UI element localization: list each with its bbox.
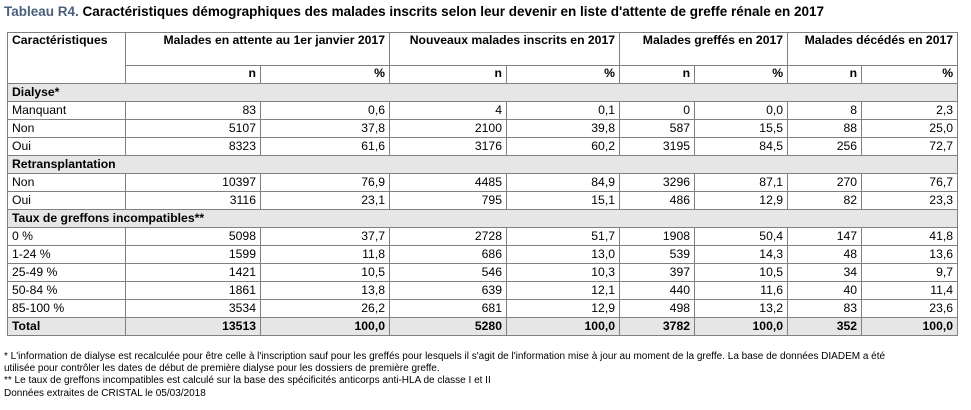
row-label: 25-49 % [8,264,126,282]
count-cell: 83 [788,300,862,318]
header-n: n [390,66,507,84]
percent-cell: 12,1 [507,282,620,300]
percent-cell: 39,8 [507,120,620,138]
percent-cell: 2,3 [862,102,958,120]
percent-cell: 37,8 [261,120,390,138]
count-cell: 34 [788,264,862,282]
percent-cell: 14,3 [695,246,788,264]
section-row [8,156,958,174]
section-row [8,84,958,102]
percent-cell: 25,0 [862,120,958,138]
percent-cell: 0,6 [261,102,390,120]
table-row [8,192,958,210]
percent-cell: 84,5 [695,138,788,156]
footnote-line: Données extraites de CRISTAL le 05/03/2018 [4,387,206,399]
table-row [8,246,958,264]
table-row [8,282,958,300]
count-cell: 4485 [390,174,507,192]
row-label: 85-100 % [8,300,126,318]
percent-cell: 10,5 [261,264,390,282]
count-cell: 0 [620,102,695,120]
header-n: n [620,66,695,84]
count-cell: 48 [788,246,862,264]
count-cell: 1599 [126,246,261,264]
percent-cell: 9,7 [862,264,958,282]
percent-cell: 10,5 [695,264,788,282]
count-cell: 8 [788,102,862,120]
footnote-line: ** Le taux de greffons incompatibles est calculé sur la base des spécificités anticorps anti-HLA de classe I et II [4,375,491,387]
header-deceased: Malades décédés en 2017 [788,33,958,66]
percent-cell: 15,1 [507,192,620,210]
total-percent-cell: 100,0 [507,318,620,336]
count-cell: 1908 [620,228,695,246]
count-cell: 82 [788,192,862,210]
count-cell: 539 [620,246,695,264]
table-row [8,174,958,192]
table-row [8,264,958,282]
percent-cell: 87,1 [695,174,788,192]
row-label: Non [8,120,126,138]
row-label: 50-84 % [8,282,126,300]
footnote-line: utilisée pour contrôler les dates de début de première dialyse pour les dossiers de première greffe. [4,363,440,375]
table-row [8,228,958,246]
total-count-cell: 352 [788,318,862,336]
percent-cell: 13,0 [507,246,620,264]
total-percent-cell: 100,0 [261,318,390,336]
count-cell: 681 [390,300,507,318]
count-cell: 795 [390,192,507,210]
count-cell: 147 [788,228,862,246]
table-row [8,102,958,120]
percent-cell: 0,1 [507,102,620,120]
row-label: Manquant [8,102,126,120]
count-cell: 397 [620,264,695,282]
header-pct: % [261,66,390,84]
table-body [8,84,958,336]
row-label: Non [8,174,126,192]
table-row [8,120,958,138]
header-n: n [126,66,261,84]
total-count-cell: 13513 [126,318,261,336]
total-label: Total [8,318,126,336]
percent-cell: 72,7 [862,138,958,156]
header-grafted: Malades greffés en 2017 [620,33,788,66]
count-cell: 498 [620,300,695,318]
count-cell: 2100 [390,120,507,138]
count-cell: 88 [788,120,862,138]
total-percent-cell: 100,0 [695,318,788,336]
section-row [8,210,958,228]
row-label: Oui [8,138,126,156]
count-cell: 5107 [126,120,261,138]
percent-cell: 12,9 [695,192,788,210]
percent-cell: 50,4 [695,228,788,246]
count-cell: 1861 [126,282,261,300]
footnotes [4,351,966,400]
count-cell: 3116 [126,192,261,210]
section-title: Dialyse* [8,84,958,102]
percent-cell: 11,6 [695,282,788,300]
count-cell: 270 [788,174,862,192]
table-code: Tableau R4. [4,4,79,19]
percent-cell: 76,7 [862,174,958,192]
percent-cell: 11,8 [261,246,390,264]
percent-cell: 76,9 [261,174,390,192]
total-count-cell: 3782 [620,318,695,336]
count-cell: 8323 [126,138,261,156]
section-title: Taux de greffons incompatibles** [8,210,958,228]
count-cell: 486 [620,192,695,210]
percent-cell: 15,5 [695,120,788,138]
waitlist-table [7,32,958,336]
count-cell: 3296 [620,174,695,192]
count-cell: 5098 [126,228,261,246]
count-cell: 3195 [620,138,695,156]
row-label: Oui [8,192,126,210]
header-waiting: Malades en attente au 1er janvier 2017 [126,33,390,66]
percent-cell: 11,4 [862,282,958,300]
count-cell: 587 [620,120,695,138]
count-cell: 1421 [126,264,261,282]
header-pct: % [862,66,958,84]
percent-cell: 23,3 [862,192,958,210]
count-cell: 256 [788,138,862,156]
row-label: 0 % [8,228,126,246]
footnote-line: * L'information de dialyse est recalculée pour être celle à l'inscription sauf pour les greffés pour lesquels il s'agit de l'information mise à jour au moment de la greffe. La base de données DIADEM a été [4,351,886,362]
total-row [8,318,958,336]
count-cell: 639 [390,282,507,300]
table-title-text: Caractéristiques démographiques des malades inscrits selon leur devenir en liste d'attente de greffe rénale en 2017 [82,4,825,19]
percent-cell: 61,6 [261,138,390,156]
table-row [8,300,958,318]
percent-cell: 13,8 [261,282,390,300]
percent-cell: 41,8 [862,228,958,246]
percent-cell: 60,2 [507,138,620,156]
count-cell: 2728 [390,228,507,246]
count-cell: 83 [126,102,261,120]
percent-cell: 0,0 [695,102,788,120]
percent-cell: 23,1 [261,192,390,210]
table-row [8,138,958,156]
percent-cell: 12,9 [507,300,620,318]
header-characteristics: Caractéristiques [8,33,126,84]
header-n: n [788,66,862,84]
count-cell: 40 [788,282,862,300]
count-cell: 440 [620,282,695,300]
section-title: Retransplantation [8,156,958,174]
count-cell: 546 [390,264,507,282]
percent-cell: 13,6 [862,246,958,264]
header-pct: % [695,66,788,84]
percent-cell: 13,2 [695,300,788,318]
table-title [4,3,824,21]
count-cell: 686 [390,246,507,264]
count-cell: 3534 [126,300,261,318]
percent-cell: 23,6 [862,300,958,318]
percent-cell: 51,7 [507,228,620,246]
count-cell: 4 [390,102,507,120]
percent-cell: 84,9 [507,174,620,192]
total-count-cell: 5280 [390,318,507,336]
total-percent-cell: 100,0 [862,318,958,336]
row-label: 1-24 % [8,246,126,264]
percent-cell: 10,3 [507,264,620,282]
percent-cell: 26,2 [261,300,390,318]
header-new: Nouveaux malades inscrits en 2017 [390,33,620,66]
percent-cell: 37,7 [261,228,390,246]
count-cell: 3176 [390,138,507,156]
header-pct: % [507,66,620,84]
count-cell: 10397 [126,174,261,192]
